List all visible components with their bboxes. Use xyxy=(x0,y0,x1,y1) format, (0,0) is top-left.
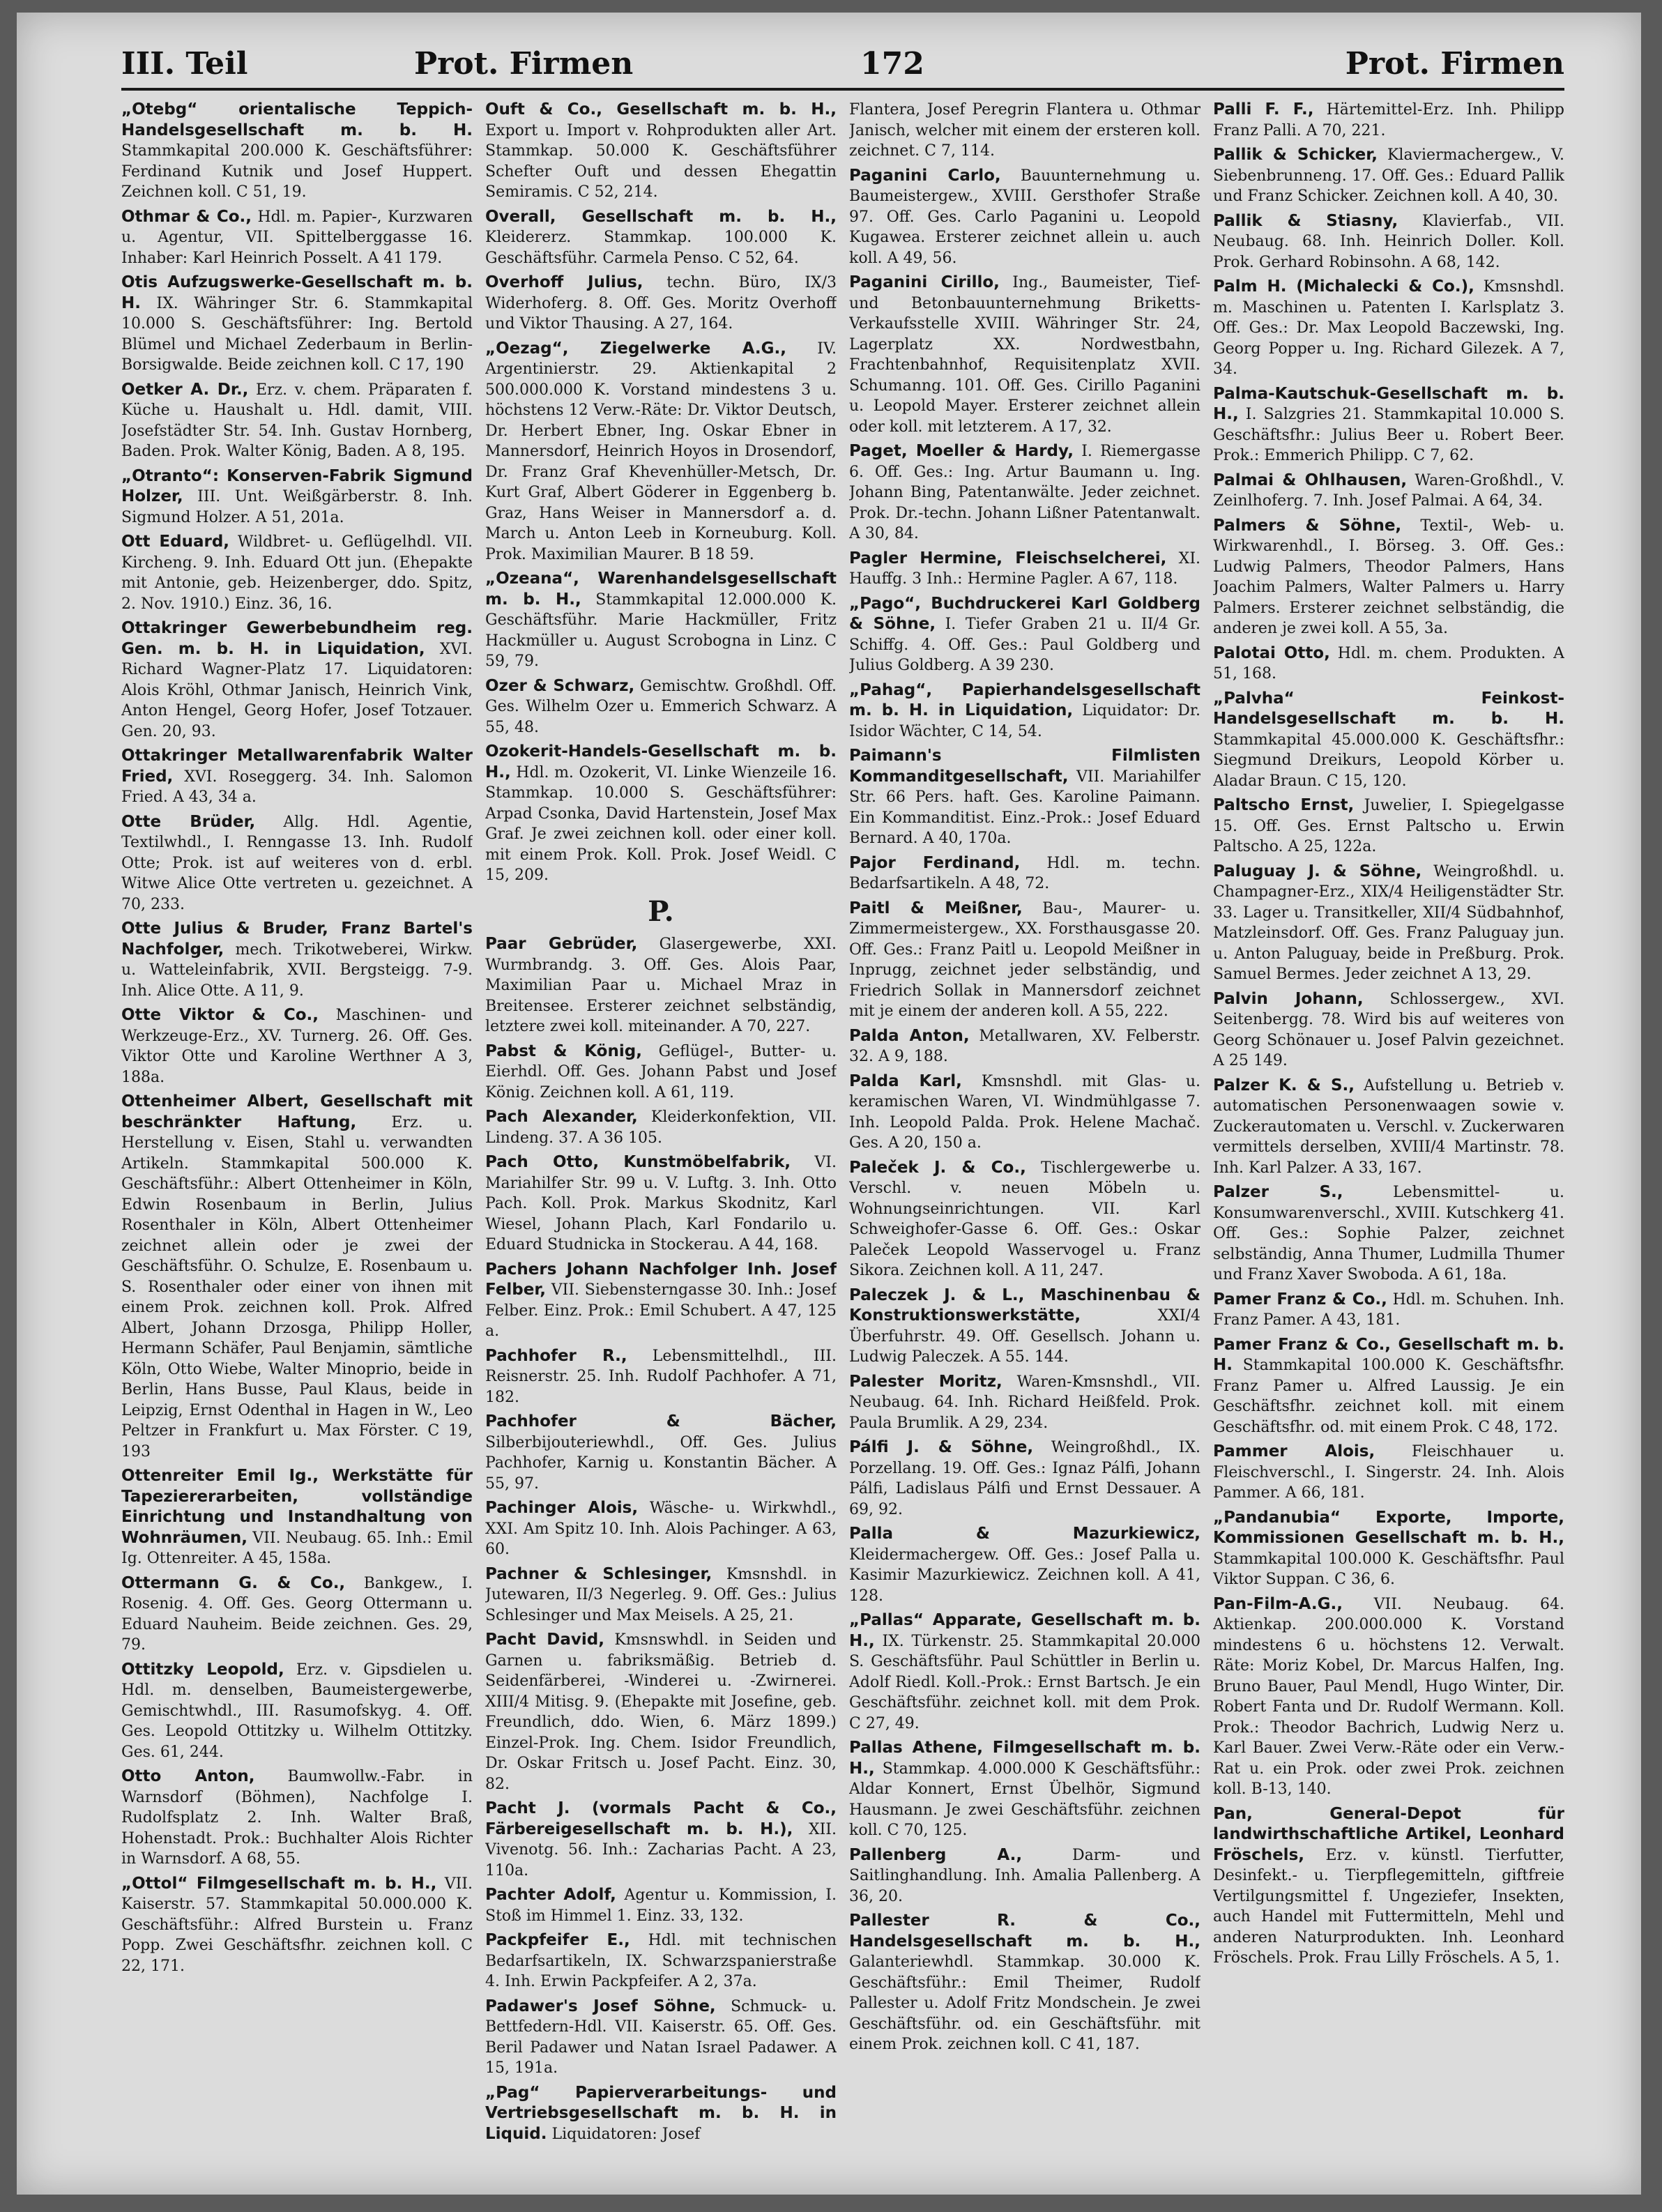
firm-name: Palzer K. & S., xyxy=(1213,1076,1355,1094)
firm-name: „Palvha“ Feinkost-Handelsgesellschaft m. b. H. xyxy=(1213,689,1564,728)
firm-entry xyxy=(1213,795,1564,857)
firm-details: Schmuck- u. Bettfedern-Hdl. VII. Kaiserstr. 65. Off. Ges. Beril Padawer und Natan Israel Padawer. A 15, 191a. xyxy=(485,1997,837,2077)
firm-details: XII. Vivenotg. 56. Inh.: Zacharias Pacht. A 23, 110a. xyxy=(485,1820,837,1879)
firm-entry xyxy=(849,1286,1200,1368)
firm-details: Stammkap. 4.000.000 K Geschäftsführ.: Aldar Konnert, Ernst Übelhör, Sigmund Hausmann. Je zwei Geschäftsführ. zeichnen koll. C 70, 125. xyxy=(849,1760,1200,1839)
firm-entry xyxy=(1213,1442,1564,1504)
firm-name: Ott Eduard, xyxy=(121,533,230,551)
firm-details: Hdl. m. Papier-, Kurzwaren u. Agentur, VII. Spittelberggasse 16. Inhaber: Karl Heinrich Posselt. A 41 179. xyxy=(121,208,473,267)
firm-details: I. Tiefer Graben 21 u. II/4 Gr. Schiffg. 4. Off. Ges.: Paul Goldberg und Julius Goldberg. A 39 230. xyxy=(849,616,1200,674)
firm-details: IX. Türkenstr. 25. Stammkapital 20.000 S. Geschäftsführ. Paul Schüttler in Berlin u. Adolf Riedl. Koll.-Prok.: Ernst Bartsch. Je ein Geschäftsführ. zeichnet koll. mit dem Prok. C 27, 49. xyxy=(849,1632,1200,1732)
firm-name: Pachner & Schlesinger, xyxy=(485,1564,712,1583)
firm-name: Pamer Franz & Co., xyxy=(1213,1290,1387,1309)
firm-name: Palda Karl, xyxy=(849,1071,962,1090)
firm-details: III. Unt. Weißgärberstr. 8. Inh. Sigmund Holzer. A 51, 201a. xyxy=(121,488,473,526)
firm-name: Palzer S., xyxy=(1213,1183,1343,1201)
firm-name: Pabst & König, xyxy=(485,1042,642,1060)
firm-entry xyxy=(485,339,837,565)
firm-name: Otte Julius & Bruder, Franz Bartel's Nachfolger, xyxy=(121,920,473,959)
firm-details: VII. Neubaug. 64. Aktienkap. 200.000.000 K. Vorstand mindestens 6 u. höchstens 12. Verwalt. Räte: Moriz Kobel, Dr. Marcus Halfen, Ing. Bruno Bauer, Paul Mendl, Hugo Winter, Dir. Robert Fanta und Dr. Rudolf Wermann. Koll. Prok.: Theodor Bachrich, Ludwig Nerz u. Karl Bauer. Zwei Verw.-Räte oder ein Verw.-Rat u. ein Prok. oder zwei Prok. zeichnen koll. B-13, 140. xyxy=(1213,1595,1564,1798)
firm-entry xyxy=(849,441,1200,544)
firm-name: Palm H. (Michalecki & Co.), xyxy=(1213,277,1474,296)
firm-name: „Pag“ Papierverarbeitungs- und Vertriebsgesellschaft m. b. H. in Liquid. xyxy=(485,2083,837,2143)
firm-name: „Pago“, Buchdruckerei Karl Goldberg & Söhne, xyxy=(849,594,1200,633)
firm-details: VI. Mariahilfer Str. 99 u. V. Luftg. 3. Inh. Otto Pach. Koll. Prok. Markus Skodnitz, Karl Wiesel, Johann Plach, Karl Fondarilo u. Eduard Studnicka in Stockerau. A 44, 168. xyxy=(485,1154,837,1253)
firm-details: mech. Trikotweberei, Wirkw. u. Watteleinfabrik, XVII. Bergsteigg. 7-9. Inh. Alice Otte. A 11, 9. xyxy=(121,940,473,1000)
firm-entry xyxy=(849,680,1200,742)
firm-name: Pallenberg A., xyxy=(849,1845,1023,1864)
firm-details: Maschinen- und Werkzeuge-Erz., XV. Turnerg. 26. Off. Ges. Viktor Otte und Karoline Werthner A 3, 188a. xyxy=(121,1007,473,1086)
firm-entry xyxy=(121,1767,473,1870)
firm-name: Otto Anton, xyxy=(121,1767,255,1785)
firm-name: „Pandanubia“ Exporte, Importe, Kommissionen Gesellschaft m. b. H., xyxy=(1213,1508,1564,1547)
firm-details: Geflügel-, Butter- u. Eierhdl. Off. Ges. Johann Pabst und Josef König. Zeichnen koll. A 61, 119. xyxy=(485,1042,837,1101)
firm-details: Hdl. m. chem. Produkten. A 51, 168. xyxy=(1213,644,1564,682)
firm-name: Ottermann G. & Co., xyxy=(121,1573,346,1592)
firm-name: Palester Moritz, xyxy=(849,1372,1002,1391)
firm-details: Fleischhauer u. Fleischverschl., I. Singerstr. 24. Inh. Alois Pammer. A 66, 181. xyxy=(1213,1443,1564,1502)
firm-name: Ottenreiter Emil Ig., Werkstätte für Tapeziererarbeiten, vollständige Einrichtung und Instandhaltung von Wohnräumen, xyxy=(121,1467,473,1547)
firm-name: Paleček J. & Co., xyxy=(849,1158,1026,1177)
firm-entry xyxy=(849,746,1200,849)
firm-name: Paar Gebrüder, xyxy=(485,935,638,953)
firm-entry xyxy=(1213,145,1564,207)
firm-details: Tischlergewerbe u. Verschl. v. neuen Möbeln u. Wohnungseinrichtungen. VII. Karl Schweighofer-Gasse 6. Off. Ges.: Oskar Paleček Leopold Wasservogel u. Franz Sikora. Zeichnen koll. A 11, 247. xyxy=(849,1159,1200,1279)
firm-entry xyxy=(121,466,473,528)
firm-details: techn. Büro, IX/3 Widerhoferg. 8. Off. Ges. Moritz Overhoff und Viktor Thausing. A 27, 164. xyxy=(485,274,837,333)
firm-name: Ozokerit-Handels-Gesellschaft m. b. H., xyxy=(485,742,837,781)
firm-details: Liquidatoren: Josef xyxy=(547,2125,701,2143)
firm-entry xyxy=(121,1573,473,1656)
firm-details: Stammkapital 100.000 K. Geschäftsfhr. Franz Pamer u. Alfred Laussig. Je ein Geschäftsfhr. zeichnet koll. mit einem Geschäftsfhr. od. mit einem Prok. C 48, 172. xyxy=(1213,1357,1564,1436)
firm-details: Stammkapital 45.000.000 K. Geschäftsfhr.: Siegmund Dreikurs, Leopold Körber u. Aladar Braun. C 15, 120. xyxy=(1213,731,1564,790)
firm-entry xyxy=(849,1524,1200,1606)
firm-details: Kleiderkonfektion, VII. Lindeng. 37. A 36 105. xyxy=(485,1108,837,1147)
column-4 xyxy=(1213,100,1564,2177)
firm-name: „Otebg“ orientalische Teppich-Handelsgesellschaft m. b. H. xyxy=(121,100,473,139)
firm-details: Kmsnshdl. mit Glas- u. keramischen Waren, VI. Windmühlgasse 7. Inh. Leopold Palda. Prok. Helene Machač. Ges. A 20, 150 a. xyxy=(849,1072,1200,1152)
firm-entry xyxy=(485,207,837,269)
firm-name: Palli F. F., xyxy=(1213,100,1314,119)
firm-details: Härtemittel-Erz. Inh. Philipp Franz Palli. A 70, 221. xyxy=(1213,101,1564,139)
firm-name: Palvin Johann, xyxy=(1213,989,1364,1008)
firm-name: Pallik & Stiasny, xyxy=(1213,211,1398,230)
firm-details: Kmsnshdl. m. Maschinen u. Patenten I. Karlsplatz 3. Off. Ges.: Dr. Max Leopold Baczewski, Ing. Georg Popper u. Ing. Richard Gilezek. A 7, 34. xyxy=(1213,278,1564,378)
firm-name: Oetker A. Dr., xyxy=(121,380,249,399)
firm-name: Pammer Alois, xyxy=(1213,1442,1375,1460)
firm-details: Kleidermachergew. Off. Ges.: Josef Palla u. Kasimir Mazurkiewicz. Zeichnen koll. A 41, 128. xyxy=(849,1546,1200,1605)
firm-name: Ottenheimer Albert, Gesellschaft mit beschränkter Haftung, xyxy=(121,1092,473,1131)
firm-details: Bau-, Maurer- u. Zimmermeistergew., XX. Forsthausgasse 20. Off. Ges.: Franz Paitl u. Leopold Meißner in Inprugg, zeichnet jeder selbständig, und Friedrich Sollak in Mannersdorf zeichnet mit je einem der anderen koll. A 55, 222. xyxy=(849,899,1200,1020)
page-header xyxy=(121,39,1564,91)
column-2 xyxy=(485,100,837,2177)
firm-name: Palotai Otto, xyxy=(1213,643,1330,662)
firm-entry xyxy=(849,1026,1200,1067)
firm-entry xyxy=(485,742,837,886)
firm-name: Pallik & Schicker, xyxy=(1213,146,1378,164)
firm-entry xyxy=(849,1845,1200,1907)
firm-name: Paget, Moeller & Hardy, xyxy=(849,442,1074,460)
firm-details: Erz. v. chem. Präparaten f. Küche u. Haushalt u. Hdl. damit, VIII. Josefstädter Str. 54. Inh. Gustav Hornberg, Baden. Prok. Walter König, Baden. A 8, 195. xyxy=(121,381,473,460)
firm-details: IX. Währinger Str. 6. Stammkapital 10.000 S. Geschäftsführer: Ing. Bertold Blümel und Michael Zederbaum in Berlin-Borsigwalde. Beide zeichnen koll. C 17, 190 xyxy=(121,294,473,374)
firm-details: VII. Kaiserstr. 57. Stammkapital 50.000.000 K. Geschäftsführ.: Alfred Burstein u. Franz Popp. Zwei Geschäftsfhr. zeichnen koll. C 22, 171. xyxy=(121,1875,473,1975)
firm-name: Padawer's Josef Söhne, xyxy=(485,1997,716,2015)
column-3 xyxy=(849,100,1200,2177)
firm-name: „Pallas“ Apparate, Gesellschaft m. b. H., xyxy=(849,1611,1200,1650)
firm-name: Pachinger Alois, xyxy=(485,1499,639,1517)
firm-entry xyxy=(121,380,473,462)
firm-entry xyxy=(485,569,837,672)
firm-entry xyxy=(1213,1508,1564,1590)
firm-entry xyxy=(849,899,1200,1022)
firm-name: Ottitzky Leopold, xyxy=(121,1660,284,1679)
firm-name: Palmers & Söhne, xyxy=(1213,516,1402,535)
firm-details: Stammkapital 100.000 K. Geschäftsfhr. Paul Viktor Suppan. C 36, 6. xyxy=(1213,1550,1564,1588)
firm-details: Wäsche- u. Wirkwhdl., XXI. Am Spitz 10. Inh. Alois Pachinger. A 63, 60. xyxy=(485,1500,837,1558)
section-letter: P. xyxy=(648,894,674,928)
firm-details: Metallwaren, XV. Felberstr. 32. A 9, 188. xyxy=(849,1027,1200,1065)
firm-details: VII. Neubaug. 65. Inh.: Emil Ig. Ottenreiter. A 45, 158a. xyxy=(121,1529,473,1567)
firm-details: Juwelier, I. Spiegelgasse 15. Off. Ges. Ernst Paltscho u. Erwin Paltscho. A 25, 122a. xyxy=(1213,797,1564,855)
firm-name: Palla & Mazurkiewicz, xyxy=(849,1525,1200,1543)
firm-entry xyxy=(121,746,473,808)
firm-name: Overhoff Julius, xyxy=(485,273,643,291)
firm-details: VII. Siebensterngasse 30. Inh.: Josef Felber. Einz. Prok.: Emil Schubert. A 47, 125 a. xyxy=(485,1281,837,1340)
firm-entry xyxy=(121,919,473,1001)
firm-details: Baumwollw.-Fabr. in Warnsdorf (Böhmen), Nachfolge I. Rudolfsplatz 2. Inh. Walter Braß, Hohenstadt. Prok.: Buchhalter Alois Richter in Warnsdorf. A 68, 55. xyxy=(121,1768,473,1868)
firm-entry xyxy=(485,1799,837,1881)
firm-entry xyxy=(121,618,473,742)
firm-details: Klaviermachergew., V. Siebenbrunneng. 17. Off. Ges.: Eduard Pallik und Franz Schicker. Zeichnen koll. A 40, 30. xyxy=(1213,146,1564,205)
firm-entry xyxy=(849,1610,1200,1734)
firm-details: Galanteriewhdl. Stammkap. 30.000 K. Geschäftsführ.: Emil Theimer, Rudolf Pallester u. Adolf Fritz Mondschein. Je zwei Geschäftsführ. od. ein Geschäftsführ. mit einem Prok. zeichnen koll. C 41, 187. xyxy=(849,1953,1200,2053)
firm-entry xyxy=(849,166,1200,269)
firm-entry xyxy=(1213,1290,1564,1331)
firm-entry xyxy=(849,853,1200,894)
firm-entry xyxy=(1213,1335,1564,1438)
firm-details: Klavierfab., VII. Neubaug. 68. Inh. Heinrich Doller. Koll. Prok. Gerhard Robinsohn. A 68, 142. xyxy=(1213,212,1564,271)
firm-details: Wildbret- u. Geflügelhdl. VII. Kircheng. 9. Inh. Eduard Ott jun. (Ehepakte mit Antonie, geb. Heizenberger, ddo. Spitz, 2. Nov. 1910.) Einz. 36, 16. xyxy=(121,533,473,613)
firm-name: Palma-Kautschuk-Gesellschaft m. b. H., xyxy=(1213,384,1564,423)
firm-entry xyxy=(849,1911,1200,2055)
firm-name: Ottakringer Gewerbebundheim reg. Gen. m. b. H. in Liquidation, xyxy=(121,619,473,658)
firm-details: Aufstellung u. Betrieb v. automatischen Personenwaagen sowie v. Zuckerautomaten u. Verschl. v. Zuckerwaren vermittels derselben, XVIII/4 Martinstr. 78. Inh. Karl Palzer. A 33, 167. xyxy=(1213,1076,1564,1177)
firm-name: Pallas Athene, Filmgesellschaft m. b. H., xyxy=(849,1739,1200,1778)
firm-entry xyxy=(121,1005,473,1088)
firm-details: XXI/4 Überfuhrstr. 49. Off. Gesellsch. Johann u. Ludwig Paleczek. A 55. 144. xyxy=(849,1307,1200,1366)
firm-name: Pach Otto, Kunstmöbelfabrik, xyxy=(485,1153,791,1171)
firm-name: „Ottol“ Filmgesellschaft m. b. H., xyxy=(121,1874,437,1893)
firm-details: Lebensmittel- u. Konsumwarenverschl., XVIII. Kutschkerg 41. Off. Ges.: Sophie Palzer, zeichnet selbständig, Anna Thumer, Ludmilla Thumer und Franz Xaver Swoboda. A 61, 18a. xyxy=(1213,1184,1564,1283)
firm-details: Stammkapital 12.000.000 K. Geschäftsführ. Marie Hackmüller, Fritz Hackmüller u. August Scrobogna in Linz. C 59, 79. xyxy=(485,590,837,670)
firm-details: Kleidererz. Stammkap. 100.000 K. Geschäftsführ. Carmela Penso. C 52, 64. xyxy=(485,229,837,267)
firm-name: Pagler Hermine, Fleischselcherei, xyxy=(849,549,1167,567)
firm-details: Export u. Import v. Rohprodukten aller Art. Stammkap. 50.000 K. Geschäftsführer Schefter Ouft und dessen Ehegattin Semiramis. C 52, 214. xyxy=(485,121,837,201)
firm-name: „Otranto“: Konserven-Fabrik Sigmund Holzer, xyxy=(121,466,473,505)
firm-details: Allg. Hdl. Agentie, Textilwhdl., I. Renngasse 13. Inh. Rudolf Otte; Prok. ist auf weiteres von d. erbl. Witwe Alice Otte vertreten u. gezeichnet. A 70, 233. xyxy=(121,813,473,913)
firm-name: Palmai & Ohlhausen, xyxy=(1213,471,1408,489)
firm-entry xyxy=(121,100,473,203)
firm-entry xyxy=(849,549,1200,590)
firm-entry xyxy=(1213,384,1564,466)
firm-name: Pálfi J. & Söhne, xyxy=(849,1438,1034,1456)
firm-name: Pachers Johann Nachfolger Inh. Josef Felber, xyxy=(485,1260,837,1299)
firm-entry xyxy=(485,934,837,1037)
firm-entry xyxy=(485,100,837,203)
firm-name: Othmar & Co., xyxy=(121,207,252,226)
firm-entry xyxy=(1213,1804,1564,1969)
firm-details: Weingroßhdl., IX. Porzellang. 19. Off. Ges.: Ignaz Pálfi, Johann Pálfi, Ladislaus Pálfi und Ernst Dessauer. A 69, 92. xyxy=(849,1439,1200,1518)
firm-entry xyxy=(1213,689,1564,792)
firm-entry xyxy=(121,1092,473,1462)
firm-name: Pacht David, xyxy=(485,1631,604,1649)
firm-details: Hdl. m. techn. Bedarfsartikeln. A 48, 72. xyxy=(849,854,1200,892)
firm-name: Pan-Film-A.G., xyxy=(1213,1594,1343,1613)
firm-details: IV. Argentinierstr. 29. Aktienkapital 2 500.000.000 K. Vorstand mindestens 3 u. höchstens 12 Verw.-Räte: Dr. Viktor Deutsch, Dr. Herbert Ebner, Ing. Oskar Ebner in Mannersdorf, Heinrich Hoyos in Drosendorf, Dr. Franz Graf Khevenhüller-Metsch, Dr. Kurt Graf, Albert Göderer in Eggenberg b. Graz, Hans Weiser in Mannersdorf a. d. March u. Anton Leeb in Korneuburg. Koll. Prok. Maximilian Maurer. B 18 59. xyxy=(485,340,837,563)
firm-details: Waren-Kmsnshdl., VII. Neubaug. 64. Inh. Richard Heißfeld. Prok. Paula Brumlik. A 29, 234. xyxy=(849,1373,1200,1432)
firm-name: Paganini Cirillo, xyxy=(849,273,1000,291)
firm-name: Pach Alexander, xyxy=(485,1108,638,1126)
firm-details: Erz. v. künstl. Tierfutter, Desinfekt.- u. Tierpflegemitteln, giftfreie Vertilgungsmittel f. Ungeziefer, Insekten, auch Handel mit Futtermitteln, Mehl und anderen Naturprodukten. Inh. Leonhard Fröschels. Prok. Frau Lilly Fröschels. A 5, 1. xyxy=(1213,1846,1564,1967)
firm-name: Pan, General-Depot für landwirthschaftliche Artikel, Leonhard Fröschels, xyxy=(1213,1804,1564,1864)
firm-details: XVI. Richard Wagner-Platz 17. Liquidatoren: Alois Kröhl, Othmar Janisch, Heinrich Vink, Anton Hengel, Georg Hofer, Josef Totzauer. Gen. 20, 93. xyxy=(121,640,473,740)
firm-entry xyxy=(849,1071,1200,1154)
firm-entry xyxy=(485,1346,837,1408)
firm-name: Otis Aufzugswerke-Gesellschaft m. b. H. xyxy=(121,273,473,312)
firm-name: „Pahag“, Papierhandelsgesellschaft m. b. H. in Liquidation, xyxy=(849,680,1200,719)
firm-entry xyxy=(849,594,1200,676)
firm-name: „Oezag“, Ziegelwerke A.G., xyxy=(485,339,786,358)
firm-entry xyxy=(485,2083,837,2145)
page-number: 172 xyxy=(860,46,924,82)
firm-entry xyxy=(121,1660,473,1763)
firm-details: Stammkapital 200.000 K. Geschäftsführer: Ferdinand Kutnik und Josef Huppert. Zeichnen koll. C 51, 19. xyxy=(121,142,473,201)
firm-entry xyxy=(485,1260,837,1342)
firm-entry xyxy=(121,207,473,269)
firm-details: Textil-, Web- u. Wirkwarenhdl., I. Börseg. 3. Off. Ges.: Ludwig Palmers, Theodor Palmers, Hans Joachim Palmers, Walter Palmers u. Harry Palmers. Ersterer zeichnet selbständig, die anderen je zwei koll. A 55, 3a. xyxy=(1213,517,1564,637)
firm-details: Hdl. m. Schuhen. Inh. Franz Pamer. A 43, 181. xyxy=(1213,1290,1564,1329)
firm-entry xyxy=(121,1874,473,1977)
firm-entry xyxy=(485,1107,837,1148)
firm-entry xyxy=(849,1158,1200,1281)
firm-entry xyxy=(121,812,473,915)
firm-details: Flantera, Josef Peregrin Flantera u. Othmar Janisch, welcher mit einem der ersteren koll. zeichnet. C 7, 114. xyxy=(849,101,1200,160)
part-label: III. Teil xyxy=(121,46,248,82)
firm-name: Ottakringer Metallwarenfabrik Walter Fried, xyxy=(121,747,473,786)
firm-details: Gemischtw. Großhdl. Off. Ges. Wilhelm Ozer u. Emmerich Schwarz. A 55, 48. xyxy=(485,677,837,736)
firm-details: Waren-Großhdl., V. Zeinlhoferg. 7. Inh. Josef Palmai. A 64, 34. xyxy=(1213,471,1564,510)
firm-entry xyxy=(1213,989,1564,1071)
firm-name: Paimann's Filmlisten Kommanditgesellschaft, xyxy=(849,747,1200,786)
firm-entry xyxy=(121,532,473,614)
document-page xyxy=(17,13,1641,2195)
firm-entry xyxy=(485,676,837,738)
firm-name: Pachter Adolf, xyxy=(485,1886,616,1904)
firm-name: Palda Anton, xyxy=(849,1026,970,1045)
firm-name: Paluguay J. & Söhne, xyxy=(1213,862,1422,880)
firm-entry xyxy=(485,1630,837,1794)
firm-details: Hdl. m. Ozokerit, VI. Linke Wienzeile 16. Stammkap. 10.000 S. Geschäftsführer: Arpad Csonka, David Hartenstein, Josef Max Graf. Je zwei zeichnen koll. oder einer koll. mit einem Prok. Koll. Prok. Josef Weidl. C 15, 209. xyxy=(485,763,837,884)
firm-details: Bankgew., I. Rosenig. 4. Off. Ges. Georg Ottermann u. Eduard Nauheim. Beide zeichnen. Ges. 29, 79. xyxy=(121,1574,473,1654)
firm-details: Liquidator: Dr. Isidor Wächter, C 14, 54. xyxy=(849,702,1200,740)
firm-name: Paltscho Ernst, xyxy=(1213,796,1355,814)
firm-name: Paleczek J. & L., Maschinenbau & Konstruktionswerkstätte, xyxy=(849,1286,1200,1325)
firm-name: Paitl & Meißner, xyxy=(849,899,1023,917)
firm-name: Overall, Gesellschaft m. b. H., xyxy=(485,207,837,226)
firm-entry xyxy=(485,1564,837,1626)
firm-name: Ozer & Schwarz, xyxy=(485,676,635,695)
firm-entry xyxy=(485,1498,837,1560)
firm-name: Pachhofer R., xyxy=(485,1346,627,1365)
firm-entry xyxy=(849,1738,1200,1841)
firm-entry xyxy=(849,1437,1200,1520)
firm-entry xyxy=(849,100,1200,162)
firm-details: Glasergewerbe, XXI. Wurmbrandg. 3. Off. Ges. Alois Paar, Maximilian Paar u. Michael Mraz in Breitensee. Ersterer zeichnet selbständig, letztere zwei koll. miteinander. A 70, 227. xyxy=(485,936,837,1035)
firm-name: „Ozeana“, Warenhandelsgesellschaft m. b. H., xyxy=(485,570,837,609)
firm-details: Weingroßhdl. u. Champagner-Erz., XIX/4 Heiligenstädter Str. 33. Lager u. Transitkeller, XII/4 Südbahnhof, Matzleinsdorf. Off. Ges. Franz Paluguay jun. u. Anton Paluguay, beide in Preßburg. Prok. Samuel Bermes. Jeder zeichnet A 13, 29. xyxy=(1213,862,1564,983)
firm-entry xyxy=(849,273,1200,437)
firm-details: Agentur u. Kommission, I. Stoß im Himmel 1. Einz. 33, 132. xyxy=(485,1886,837,1925)
firm-entry xyxy=(1213,862,1564,985)
firm-entry xyxy=(1213,1594,1564,1800)
firm-entry xyxy=(1213,211,1564,273)
firm-name: Pajor Ferdinand, xyxy=(849,853,1021,872)
firm-entry xyxy=(485,1412,837,1494)
firm-details: Silberbijouteriewhdl., Off. Ges. Julius Pachhofer, Karnig u. Konstantin Bächer. A 55, 97. xyxy=(485,1433,837,1493)
firm-entry xyxy=(485,1885,837,1926)
directory-columns xyxy=(121,100,1564,2177)
firm-details: I. Riemergasse 6. Off. Ges.: Ing. Artur Baumann u. Ing. Johann Bing, Patentanwälte. Jeder zeichnet. Prok. Dr.-techn. Johann Lißner Patentanwalt. A 30, 84. xyxy=(849,443,1200,542)
firm-name: Pacht J. (vormals Pacht & Co., Färbereigesellschaft m. b. H.), xyxy=(485,1799,837,1838)
left-running-title: Prot. Firmen xyxy=(414,46,634,82)
firm-details: VII. Mariahilfer Str. 66 Pers. haft. Ges. Karoline Paimann. Ein Kommanditist. Einz.-Prok.: Josef Eduard Bernard. A 40, 170a. xyxy=(849,768,1200,847)
firm-details: XI. Hauffg. 3 Inh.: Hermine Pagler. A 67, 118. xyxy=(849,549,1200,588)
column-1 xyxy=(121,100,473,2177)
firm-entry xyxy=(485,1997,837,2079)
firm-details: Schlossergew., XVI. Seitenbergg. 78. Wird bis auf weiteres von Georg Schönauer u. Josef Palvin gezeichnet. A 25 149. xyxy=(1213,990,1564,1069)
firm-details: Bauunternehmung u. Baumeistergew., XVIII. Gersthofer Straße 97. Off. Ges. Carlo Paganini u. Leopold Kugawea. Ersterer zeichnet allein u. auch koll. A 49, 56. xyxy=(849,167,1200,267)
firm-entry xyxy=(1213,100,1564,141)
firm-entry xyxy=(1213,277,1564,380)
firm-entry xyxy=(485,1042,837,1104)
firm-entry xyxy=(849,1372,1200,1434)
firm-details: XVI. Roseggerg. 34. Inh. Salomon Fried. A 43, 34 a. xyxy=(121,768,473,806)
firm-entry xyxy=(121,1466,473,1569)
firm-name: Pallester R. & Co., Handelsgesellschaft m. b. H., xyxy=(849,1912,1200,1951)
firm-entry xyxy=(485,1930,837,1992)
firm-entry xyxy=(121,273,473,376)
firm-name: Pamer Franz & Co., Gesellschaft m. b. H. xyxy=(1213,1335,1564,1374)
firm-name: Ouft & Co., Gesellschaft m. b. H., xyxy=(485,100,837,119)
firm-entry xyxy=(1213,643,1564,685)
firm-details: Kmsnswhdl. in Seiden und Garnen u. fabriksmäßig. Betrieb d. Seidenfärberei, -Winderei u. -Zwirnerei. XIII/4 Mitisg. 9. (Ehepakte mit Josefine, geb. Freundlich, ddo. Wien, 6. März 1899.) Einzel-Prok. Ing. Chem. Isidor Freundlich, Dr. Oskar Fritsch u. Josef Pacht. Einz. 30, 82. xyxy=(485,1631,837,1793)
right-running-title: Prot. Firmen xyxy=(1345,46,1564,82)
firm-entry xyxy=(485,1152,837,1256)
firm-details: Lebensmittelhdl., III. Reisnerstr. 25. Inh. Rudolf Pachhofer. A 71, 182. xyxy=(485,1347,837,1406)
firm-entry xyxy=(1213,516,1564,639)
firm-details: Darm- und Saitlinghandlung. Inh. Amalia Pallenberg. A 36, 20. xyxy=(849,1846,1200,1905)
firm-name: Pachhofer & Bächer, xyxy=(485,1412,837,1431)
firm-name: Packpfeifer E., xyxy=(485,1931,630,1949)
firm-details: Kmsnshdl. in Jutewaren, II/3 Negerleg. 9. Off. Ges.: Julius Schlesinger und Max Meisels. A 25, 21. xyxy=(485,1565,837,1624)
firm-details: I. Salzgries 21. Stammkapital 10.000 S. Geschäftsfhr.: Julius Beer u. Robert Beer. Prok.: Emmerich Philipp. C 7, 62. xyxy=(1213,406,1564,464)
firm-name: Otte Brüder, xyxy=(121,812,256,831)
firm-details: Erz. u. Herstellung v. Eisen, Stahl u. verwandten Artikeln. Stammkapital 500.000 K. Geschäftsführ.: Albert Ottenheimer in Köln, Edwin Rosenbaum in Berlin, Julius Rosenthaler in Köln, Albert Ottenheimer zeichnet allein oder je zwei der Geschäftsführ. O. Schulze, E. Rosenbaum u. S. Rosenthaler oder einer von ihnen mit einem Prok. zeichnen koll. Prok. Alfred Albert, Johann Drzosga, Philipp Holler, Hermann Schäfer, Paul Benjamin, sämtliche Köln, Otto Wiebe, Walter Minoprio, beide in Berlin, Hans Busse, Paul Klaus, beide in Leipzig, Ernst Odenthal in Hagen in W., Leo Peltzer in Frankfurt u. Max Förster. C 19, 193 xyxy=(121,1113,473,1460)
firm-name: Paganini Carlo, xyxy=(849,166,1001,185)
firm-entry xyxy=(1213,1076,1564,1179)
firm-entry xyxy=(1213,1182,1564,1286)
firm-details: Erz. v. Gipsdielen u. Hdl. m. denselben, Baumeistergewerbe, Gemischtwhdl., III. Rasumofskyg. 4. Off. Ges. Leopold Ottitzky u. Wilhelm Ottitzky. Ges. 61, 244. xyxy=(121,1661,473,1761)
firm-entry xyxy=(1213,471,1564,512)
firm-name: Otte Viktor & Co., xyxy=(121,1006,319,1024)
firm-details: Ing., Baumeister, Tief- und Betonbauunternehmung Briketts-Verkaufsstelle XVIII. Währinger Str. 24, Lagerplatz XX. Nordwestbahn, Frachtenbahnhof, Requisitenplatz XVII. Schumanng. 101. Off. Ges. Cirillo Paganini u. Leopold Mayer. Ersterer zeichnet allein oder koll. mit letzterem. A 17, 32. xyxy=(849,274,1200,436)
firm-details: Hdl. mit technischen Bedarfsartikeln, IX. Schwarzspanierstraße 4. Inh. Erwin Packpfeifer. A 2, 37a. xyxy=(485,1932,837,1990)
firm-entry xyxy=(485,273,837,335)
